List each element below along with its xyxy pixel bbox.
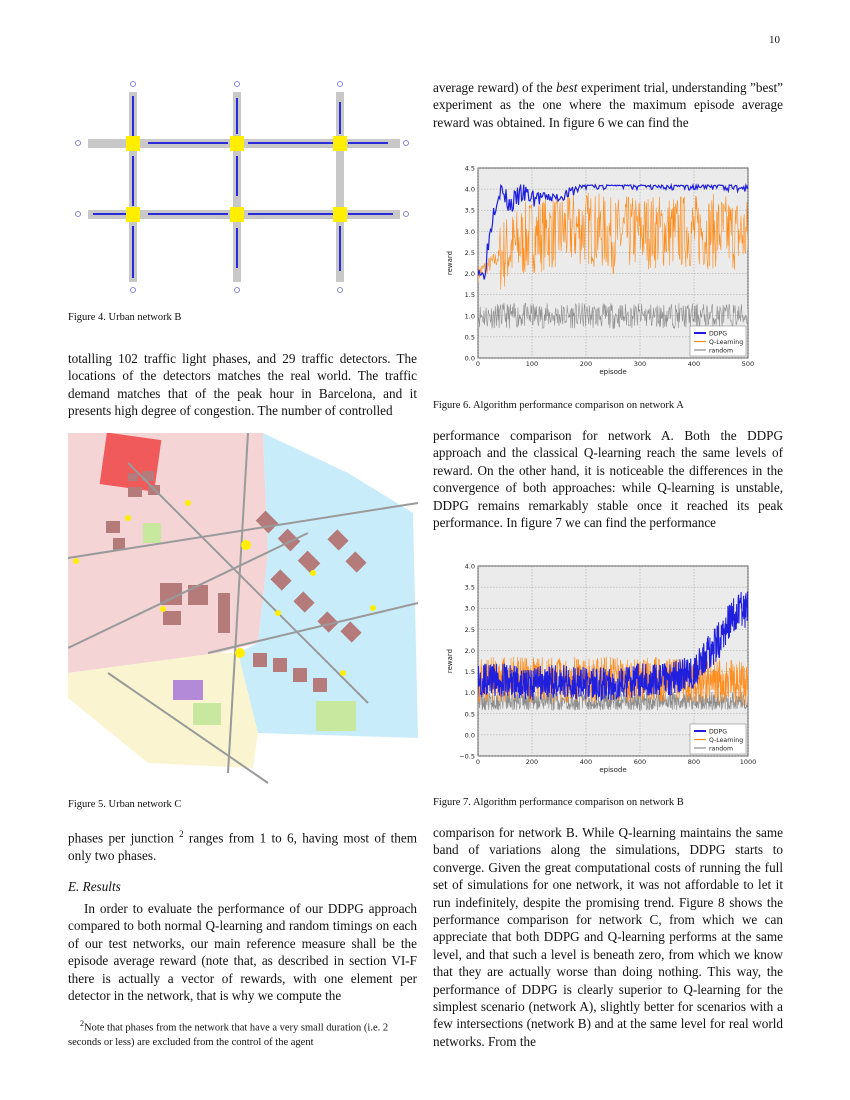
legend-label: DDPG [709,728,728,736]
y-tick-label: −0.5 [459,752,475,761]
legend-label: random [709,347,733,355]
legend-label: DDPG [709,330,728,338]
y-tick-label: 2.5 [464,625,475,634]
left-paragraph-3: In order to evaluate the performance of our DDPG approach compared to both normal Q-learning and random timings on each of our test networks, our main reference measure shall be the episode average reward (note that, as described in section VI-F there is actually a vector of rewards, with one element per detector in the network, that is why we compute the [68,901,417,1004]
left-paragraph-2: phases per junction $^2$ ranges from 1 to 6, having most of them only two phases. [68,829,418,863]
page-number: 10 [769,34,780,46]
y-tick-label: 0.0 [464,354,475,363]
road-network-b [76,82,409,293]
y-tick-label: 0.0 [464,731,475,740]
x-tick-label: 100 [525,360,539,368]
y-tick-label: 3.0 [464,604,475,613]
y-tick-label: 1.0 [464,312,475,321]
section-title-results: E. Results [68,879,121,894]
right-paragraph-1: average reward) of the best experiment trial, understanding ”best” experiment as the one where the maximum episode average reward was obtained. In figure 6 we can find the [433,80,784,130]
y-tick-label: 1.5 [464,291,475,300]
y-tick-label: 3.0 [464,227,475,236]
y-tick-label: 2.0 [464,270,475,279]
y-axis-label: reward [446,648,454,674]
chart-network-b [440,558,760,780]
y-tick-label: 0.5 [464,333,475,342]
legend-label: Q-Learning [709,736,744,744]
legend-label: random [709,745,733,753]
y-tick-label: 0.5 [464,710,475,719]
left-paragraph-1: totalling 102 traffic light phases, and 29 traffic detectors. The locations of the detectors matches the real world. The traffic demand matches that of the peak hour in Barcelona, and it presents high degree of congestion. The number of controlled [68,351,417,419]
x-tick-label: 200 [525,758,539,766]
y-tick-label: 1.5 [464,668,475,677]
y-tick-label: 2.0 [464,646,475,655]
legend-label: Q-Learning [709,338,744,346]
x-tick-label: 300 [633,360,647,368]
x-tick-label: 200 [579,360,593,368]
footnote-ref: 2 [179,829,184,839]
x-tick-label: 1000 [739,758,757,766]
figure-urban-network-b [68,76,413,298]
figure-6-caption: Figure 6. Algorithm performance comparison on network A [433,400,684,411]
x-axis-label: episode [599,368,627,376]
x-tick-label: 600 [633,758,647,766]
x-tick-label: 0 [475,758,481,766]
y-tick-label: 3.5 [464,583,475,592]
figure-4-caption: Figure 4. Urban network B [68,312,182,323]
chart-network-a [440,160,760,382]
y-tick-label: 2.5 [464,248,475,257]
x-tick-label: 400 [579,758,593,766]
y-axis-label: reward [446,250,454,276]
x-tick-label: 800 [687,758,701,766]
y-tick-label: 1.0 [464,689,475,698]
y-tick-label: 4.0 [464,562,475,571]
figure-urban-network-c [68,433,418,793]
figure-5-caption: Figure 5. Urban network C [68,799,182,810]
y-tick-label: 3.5 [464,206,475,215]
x-tick-label: 400 [687,360,701,368]
footnote: $^2$Note that phases from the network that have a very small duration (i.e. 2 seconds or less) are excluded from the control of the agent [68,1019,389,1048]
x-tick-label: 500 [741,360,755,368]
y-tick-label: 4.0 [464,185,475,194]
x-axis-label: episode [599,766,627,774]
right-paragraph-2: performance comparison for network A. Both the DDPG approach and the classical Q-learning reach the same levels of reward. On the other hand, it is noticeable the differences in the convergence of both approaches: while Q-learning is unstable, DDPG remains remarkably stable once it reached its peak performance. In figure 7 we can find the performance [433,428,783,531]
right-paragraph-3: comparison for network B. While Q-learning maintains the same band of variations along the simulations, DDPG starts to converge. Given the great computational costs of running the full set of simulations for one network, it was not affordable to let it run indefinitely, despite the promising trend. Figure 8 shows the performance comparison for network C, from which we can appreciate that both DDPG and Q-learning performs at the same level, and that such a level is beneath zero, from which we know that they are actually worse than doing nothing. This way, the performance of DDPG is clearly superior to Q-learning for the simplest scenario (network A), slightly better for scenarios with a few intersections (network B) and at the same level for real world networks. From the [433,825,783,1049]
y-tick-label: 4.5 [464,164,475,173]
city-map-c [68,433,418,783]
x-tick-label: 0 [475,360,481,368]
figure-7-caption: Figure 7. Algorithm performance comparison on network B [433,797,684,808]
